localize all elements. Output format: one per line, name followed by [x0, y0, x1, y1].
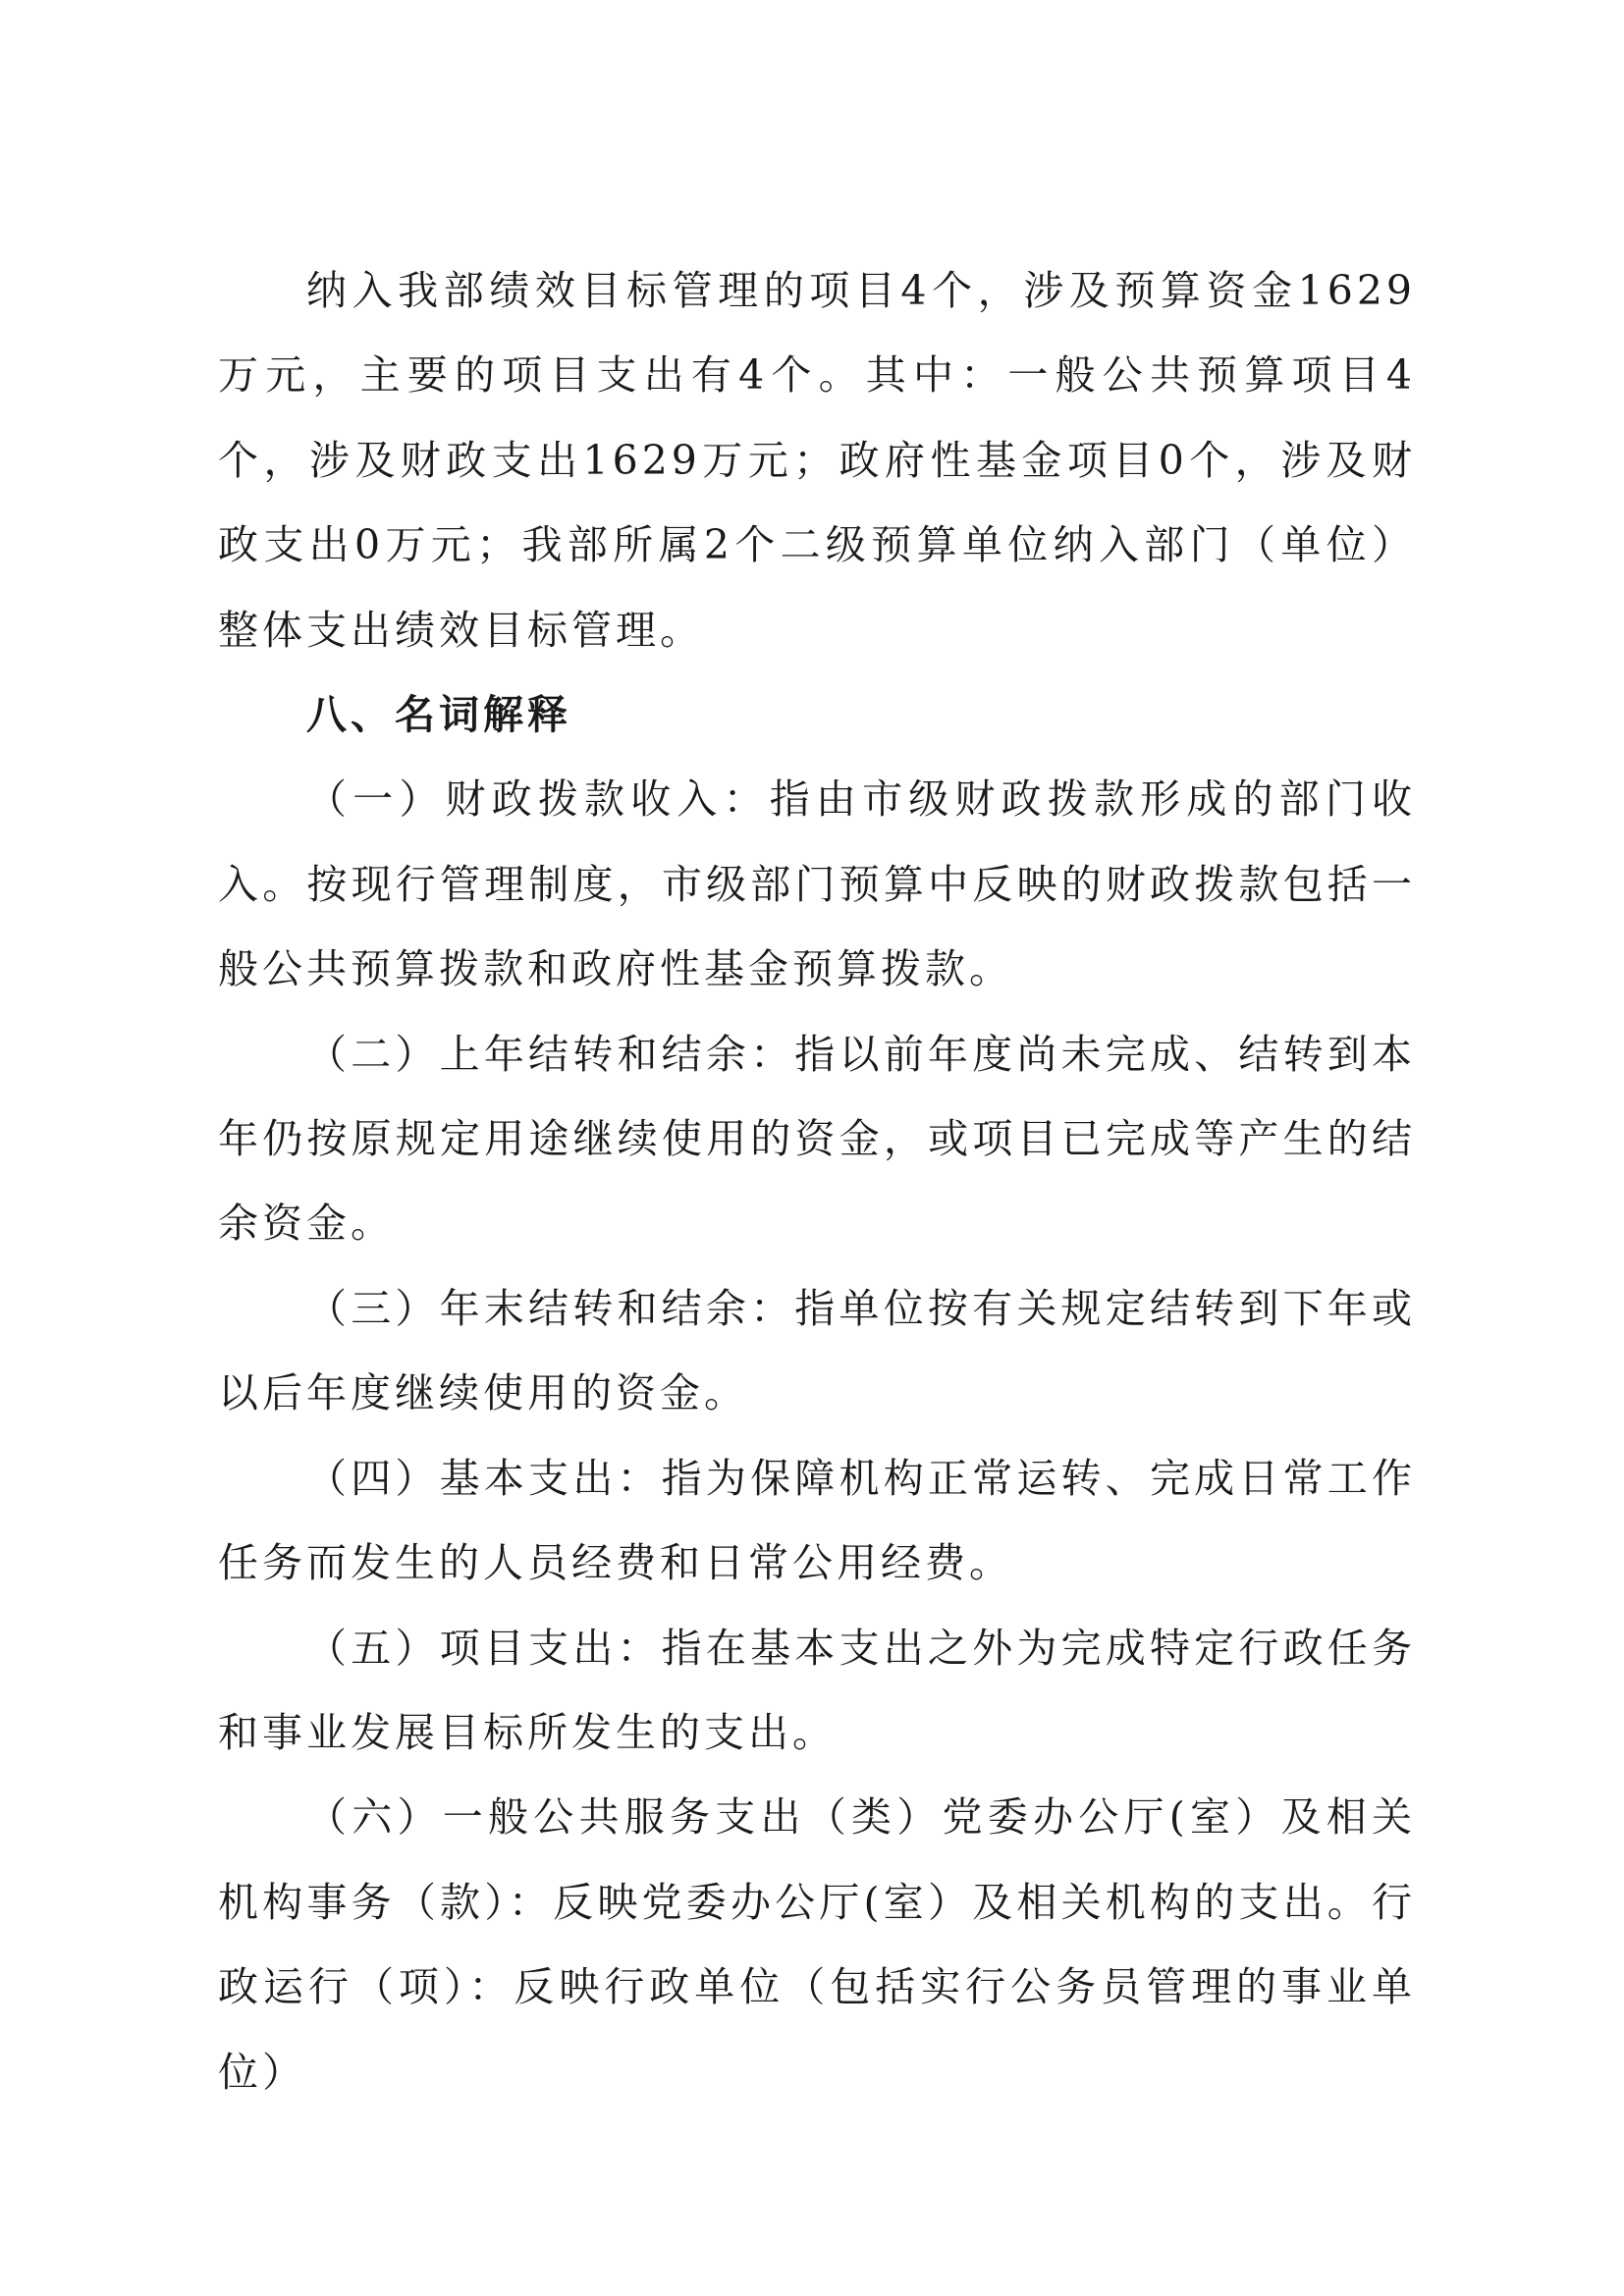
performance-paragraph: 纳入我部绩效目标管理的项目4个，涉及预算资金1629万元，主要的项目支出有4个。其中：一般公共预算项目4个，涉及财政支出1629万元；政府性基金项目0个，涉及财政支出0万元；我部所属2个二级预算单位纳入部门（单位）整体支出绩效目标管理。 — [218, 267, 1416, 654]
definition-paragraph-6: （六）一般公共服务支出（类）党委办公厅(室）及相关机构事务（款）：反映党委办公厅(室）及相关机构的支出。行政运行（项）：反映行政单位（包括实行公务员管理的事业单位） — [218, 1793, 1416, 2096]
definition-paragraph-5: （五）项目支出：指在基本支出之外为完成特定行政任务和事业发展目标所发生的支出。 — [218, 1624, 1416, 1756]
document-body — [218, 248, 1416, 2114]
definition-paragraph-3: （三）年末结转和结余：指单位按有关规定结转到下年或以后年度继续使用的资金。 — [218, 1284, 1416, 1417]
definition-paragraph-2: （二）上年结转和结余：指以前年度尚未完成、结转到本年仍按原规定用途继续使用的资金，或项目已完成等产生的结余资金。 — [218, 1030, 1416, 1248]
definition-paragraph-4: （四）基本支出：指为保障机构正常运转、完成日常工作任务而发生的人员经费和日常公用经费。 — [218, 1454, 1416, 1587]
definition-paragraph-1: （一）财政拨款收入：指由市级财政拨款形成的部门收入。按现行管理制度，市级部门预算中反映的财政拨款包括一般公共预算拨款和政府性基金预算拨款。 — [218, 775, 1416, 993]
section-heading: 八、名词解释 — [306, 691, 571, 739]
